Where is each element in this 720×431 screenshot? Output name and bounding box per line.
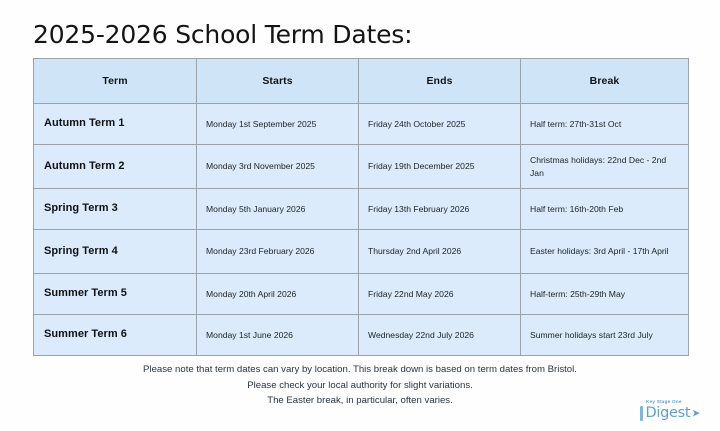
column-header-ends: Ends [359, 59, 521, 104]
cell-ends: Friday 19th December 2025 [359, 145, 521, 189]
table-row [34, 104, 689, 145]
footer-note [0, 362, 720, 409]
cell-term: Autumn Term 2 [34, 145, 197, 189]
cell-break: Half term: 27th-31st Oct [521, 104, 689, 145]
cell-starts: Monday 1st June 2026 [197, 315, 359, 356]
cell-break: Summer holidays start 23rd July [521, 315, 689, 356]
footer-note-line-3: The Easter break, in particular, often varies. [267, 395, 453, 407]
page-title: 2025-2026 School Term Dates: [33, 20, 413, 49]
cell-term: Spring Term 4 [34, 230, 197, 274]
cell-break: Half-term: 25th-29th May [521, 274, 689, 315]
cell-term: Autumn Term 1 [34, 104, 197, 145]
cell-starts: Monday 3rd November 2025 [197, 145, 359, 189]
logo-name: Digest [645, 405, 691, 422]
term-dates-table [33, 58, 689, 356]
footer-note-line-1: Please note that term dates can vary by location. This break down is based on term dates from Bristol. [143, 364, 577, 375]
logo-bar-icon [640, 406, 643, 421]
table-row [34, 230, 689, 274]
cell-break: Half term: 16th-20th Feb [521, 189, 689, 230]
cell-ends: Friday 22nd May 2026 [359, 274, 521, 315]
cell-starts: Monday 1st September 2025 [197, 104, 359, 145]
cell-term: Summer Term 5 [34, 274, 197, 315]
table-row [34, 189, 689, 230]
cell-ends: Thursday 2nd April 2026 [359, 230, 521, 274]
column-header-starts: Starts [197, 59, 359, 104]
cell-starts: Monday 5th January 2026 [197, 189, 359, 230]
cell-break: Christmas holidays: 22nd Dec - 2nd Jan [521, 145, 689, 189]
cell-starts: Monday 20th April 2026 [197, 274, 359, 315]
logo-tagline: Key Stage One [646, 399, 682, 405]
table-row [34, 145, 689, 189]
column-header-break: Break [521, 59, 689, 104]
table-header [34, 59, 689, 104]
brand-logo [640, 400, 706, 421]
logo-wordmark [640, 406, 706, 421]
cell-term: Summer Term 6 [34, 315, 197, 356]
cell-ends: Wednesday 22nd July 2026 [359, 315, 521, 356]
cell-term: Spring Term 3 [34, 189, 197, 230]
cell-ends: Friday 24th October 2025 [359, 104, 521, 145]
column-header-term: Term [34, 59, 197, 104]
cell-starts: Monday 23rd February 2026 [197, 230, 359, 274]
table-row [34, 274, 689, 315]
table-header-row [34, 59, 689, 104]
cell-ends: Friday 13th February 2026 [359, 189, 521, 230]
footer-note-line-2: Please check your local authority for slight variations. [247, 379, 473, 391]
arrow-icon: ➤ [692, 408, 700, 418]
table-body [34, 104, 689, 356]
cell-break: Easter holidays: 3rd April - 17th April [521, 230, 689, 274]
table-row [34, 315, 689, 356]
